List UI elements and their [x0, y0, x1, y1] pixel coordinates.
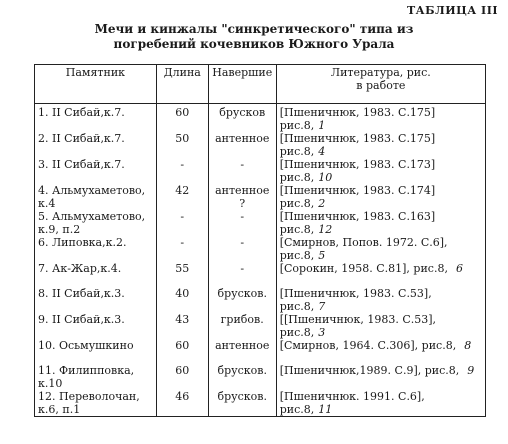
reference-text: [Смирнов, Попов. 1972. С.6],: [279, 236, 448, 249]
length-cell: 50: [156, 132, 208, 158]
reference-text: [Пшеничнюк. 1991. С.6],: [279, 390, 425, 403]
header-references: [276, 65, 485, 104]
site-cell: 11. Филипповка, к.10: [35, 364, 157, 390]
figure-number: 11: [318, 403, 333, 416]
site-cell: 3. II Сибай,к.7.: [35, 158, 157, 184]
reference-text: [Пшеничнюк, 1983. С.174]: [279, 184, 436, 197]
table-row: [35, 313, 486, 339]
pommel-cell: брусков: [208, 104, 276, 133]
figure-ref: рис.8,: [279, 403, 315, 416]
length-cell: 43: [156, 313, 208, 339]
reference-text: [Пшеничнюк, 1983. С.163]: [279, 210, 436, 223]
figure-ref: рис.8,: [279, 171, 315, 184]
figure-number: 5: [318, 249, 326, 262]
figure-number: 4: [318, 145, 326, 158]
length-cell: 46: [156, 390, 208, 417]
pommel-cell: грибов.: [208, 313, 276, 339]
reference-text: [Смирнов, 1964. С.306], рис.8,: [279, 339, 457, 352]
table-row: [35, 210, 486, 236]
site-cell: 6. Липовка,к.2.: [35, 236, 157, 262]
length-cell: -: [156, 236, 208, 262]
table-row: [35, 390, 486, 417]
length-cell: -: [156, 210, 208, 236]
reference-cell: [276, 339, 485, 364]
header-references-line1: Литература, рис.: [330, 66, 431, 79]
header-length: Длина: [156, 65, 208, 104]
table-row: [35, 104, 486, 133]
figure-ref: рис.8,: [279, 326, 315, 339]
reference-text: [Пшеничнюк, 1983. С.175]: [279, 106, 436, 119]
site-cell: 5. Альмухаметово, к.9, п.2: [35, 210, 157, 236]
reference-text: [Пшеничнюк, 1983. С.173]: [279, 158, 436, 171]
reference-cell: [276, 313, 485, 339]
reference-text: [Пшеничнюк,1989. С.9], рис.8,: [279, 364, 460, 377]
pommel-cell: -: [208, 158, 276, 184]
length-cell: 60: [156, 104, 208, 133]
reference-cell: [276, 236, 485, 262]
table-label: ТАБЛИЦА III: [406, 4, 498, 17]
length-cell: 40: [156, 287, 208, 313]
figure-ref: рис.8,: [279, 145, 315, 158]
length-cell: 60: [156, 339, 208, 364]
figure-number: 7: [318, 300, 326, 313]
figure-ref: рис.8,: [279, 119, 315, 132]
table-caption: [0, 22, 508, 52]
figure-number: 3: [318, 326, 326, 339]
reference-text: [Пшеничнюк, 1983. С.53],: [279, 287, 432, 300]
site-cell: 1. II Сибай,к.7.: [35, 104, 157, 133]
figure-ref: рис.8,: [279, 197, 315, 210]
pommel-cell: -: [208, 236, 276, 262]
figure-number: 12: [318, 223, 333, 236]
reference-text: [Пшеничнюк, 1983. С.175]: [279, 132, 436, 145]
swords-table: [34, 64, 486, 417]
pommel-cell: антенное: [208, 132, 276, 158]
reference-text: [Сорокин, 1958. С.81], рис.8,: [279, 262, 448, 275]
figure-number: 1: [318, 119, 326, 132]
table-row: [35, 262, 486, 287]
site-cell: 8. II Сибай,к.3.: [35, 287, 157, 313]
table-header-row: [35, 65, 486, 104]
length-cell: 42: [156, 184, 208, 210]
figure-number: 9: [467, 364, 475, 377]
table-row: [35, 158, 486, 184]
caption-line-1: Мечи и кинжалы "синкретического" типа из: [94, 22, 414, 36]
reference-cell: [276, 184, 485, 210]
length-cell: 60: [156, 364, 208, 390]
site-cell: 4. Альмухаметово, к.4: [35, 184, 157, 210]
site-cell: 2. II Сибай,к.7.: [35, 132, 157, 158]
figure-ref: рис.8,: [279, 223, 315, 236]
reference-cell: [276, 104, 485, 133]
figure-number: 2: [318, 197, 326, 210]
table-row: [35, 132, 486, 158]
pommel-cell: -: [208, 210, 276, 236]
header-pommel: Навершие: [208, 65, 276, 104]
header-references-line2: в работе: [356, 79, 406, 92]
reference-cell: [276, 210, 485, 236]
reference-cell: [276, 390, 485, 417]
pommel-cell: брусков.: [208, 390, 276, 417]
reference-cell: [276, 262, 485, 287]
table-row: [35, 236, 486, 262]
reference-text: [[Пшеничнюк, 1983. С.53],: [279, 313, 437, 326]
site-cell: 9. II Сибай,к.3.: [35, 313, 157, 339]
figure-ref: рис.8,: [279, 300, 315, 313]
pommel-cell: брусков.: [208, 364, 276, 390]
pommel-cell: антенное ?: [208, 184, 276, 210]
reference-cell: [276, 158, 485, 184]
length-cell: 55: [156, 262, 208, 287]
figure-number: 10: [318, 171, 333, 184]
figure-number: 8: [464, 339, 472, 352]
reference-cell: [276, 364, 485, 390]
header-site: Памятник: [35, 65, 157, 104]
table-row: [35, 339, 486, 364]
table-row: [35, 287, 486, 313]
table-row: [35, 184, 486, 210]
site-cell: 12. Переволочан, к.6, п.1: [35, 390, 157, 417]
caption-line-2: погребений кочевников Южного Урала: [113, 37, 395, 51]
pommel-cell: -: [208, 262, 276, 287]
table-row: [35, 364, 486, 390]
reference-cell: [276, 287, 485, 313]
length-cell: -: [156, 158, 208, 184]
reference-cell: [276, 132, 485, 158]
pommel-cell: брусков.: [208, 287, 276, 313]
site-cell: 7. Ак-Жар,к.4.: [35, 262, 157, 287]
figure-ref: рис.8,: [279, 249, 315, 262]
site-cell: 10. Осьмушкино: [35, 339, 157, 364]
figure-number: 6: [455, 262, 463, 275]
pommel-cell: антенное: [208, 339, 276, 364]
